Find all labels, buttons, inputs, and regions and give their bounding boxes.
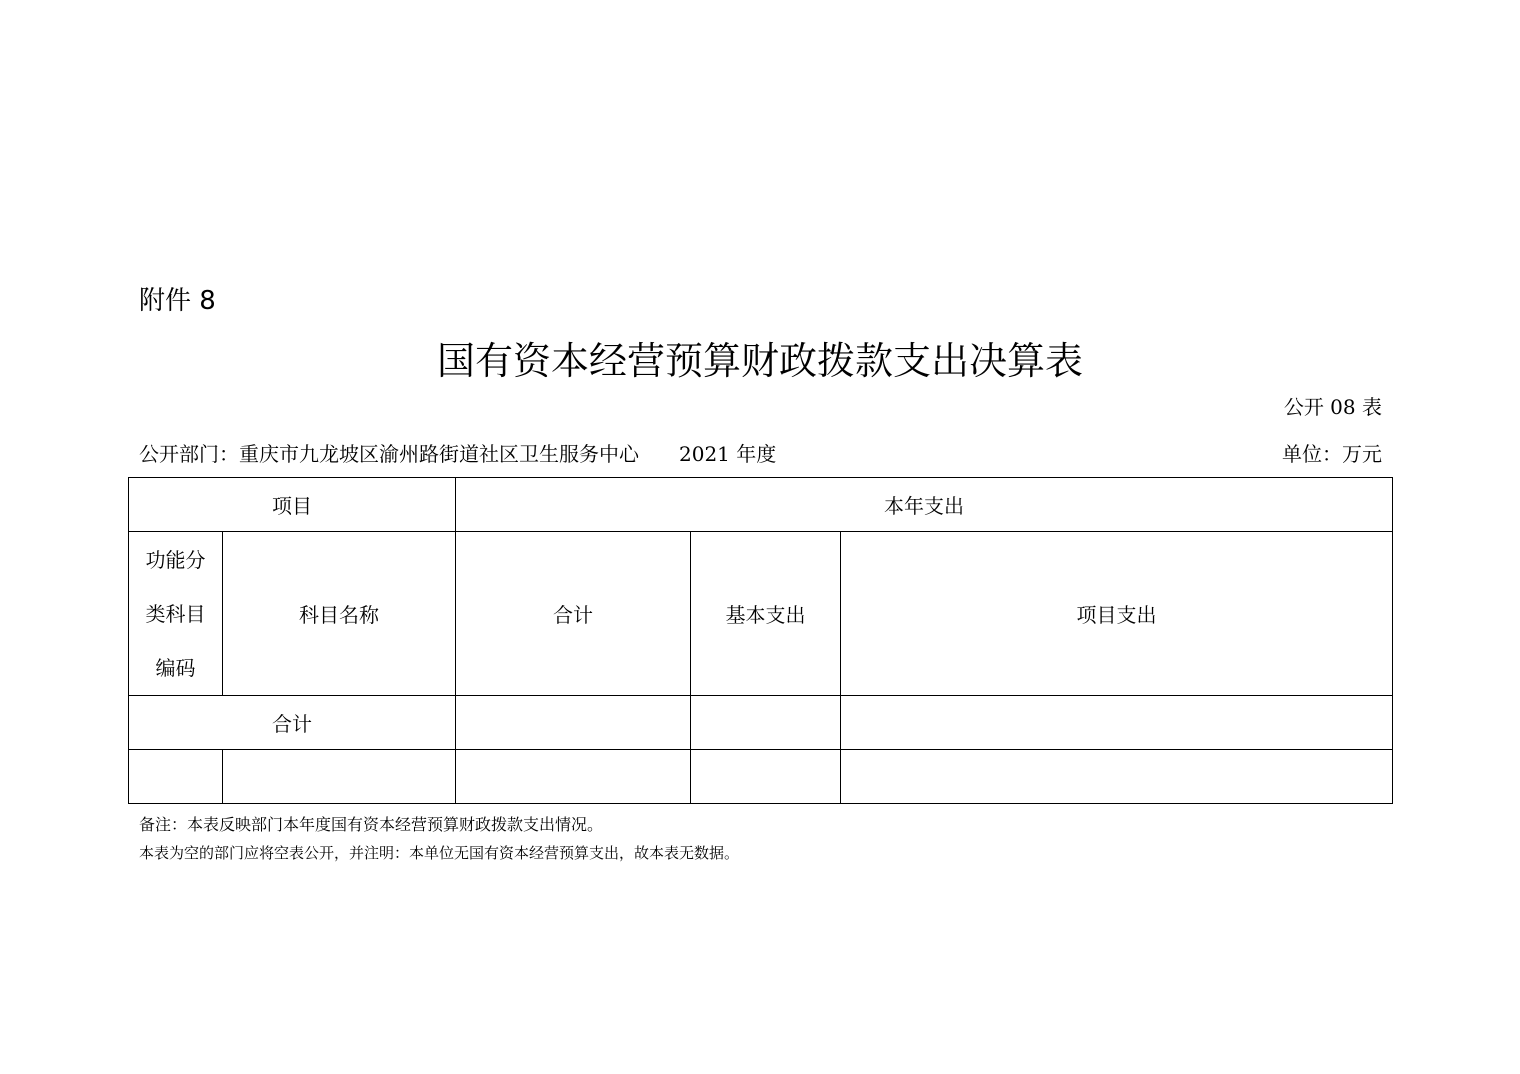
- total-row-label: 合计: [129, 696, 456, 750]
- form-number: 公开 08 表: [1283, 395, 1382, 419]
- table-header-row: [129, 478, 1393, 532]
- total-row-basic: [691, 696, 841, 750]
- unit-label: 单位：万元: [1282, 442, 1382, 466]
- table-subheader-row: [129, 532, 1393, 696]
- department-line: [139, 438, 776, 467]
- header-code-line: 编码: [155, 655, 196, 680]
- table-row: [129, 750, 1393, 804]
- total-row-total: [456, 696, 691, 750]
- attachment-label: 附件 8: [139, 286, 216, 316]
- note-remark: 备注：本表反映部门本年度国有资本经营预算财政拨款支出情况。: [139, 815, 604, 834]
- budget-table: [128, 477, 1393, 804]
- page-title: 国有资本经营预算财政拨款支出决算表: [436, 339, 1083, 383]
- header-total-cell: 合计: [456, 532, 691, 696]
- row-total-cell: [456, 750, 691, 804]
- row-project-cell: [841, 750, 1393, 804]
- header-item-cell: 项目: [129, 478, 456, 532]
- department-name: 公开部门：重庆市九龙坡区渝州路街道社区卫生服务中心: [139, 442, 639, 466]
- header-current-year-cell: 本年支出: [456, 478, 1393, 532]
- header-code-cell: [129, 532, 223, 696]
- total-row-project: [841, 696, 1393, 750]
- note-empty-instruction: 本表为空的部门应将空表公开，并注明：本单位无国有资本经营预算支出，故本表无数据。: [139, 844, 740, 862]
- total-row: [129, 696, 1393, 750]
- row-code-cell: [129, 750, 223, 804]
- header-code-line: 功能分: [145, 547, 206, 572]
- fiscal-year: 2021 年度: [679, 442, 777, 466]
- header-name-cell: 科目名称: [223, 532, 456, 696]
- header-project-cell: 项目支出: [841, 532, 1393, 696]
- header-code-line: 类科目: [145, 601, 206, 626]
- row-basic-cell: [691, 750, 841, 804]
- header-basic-cell: 基本支出: [691, 532, 841, 696]
- row-name-cell: [223, 750, 456, 804]
